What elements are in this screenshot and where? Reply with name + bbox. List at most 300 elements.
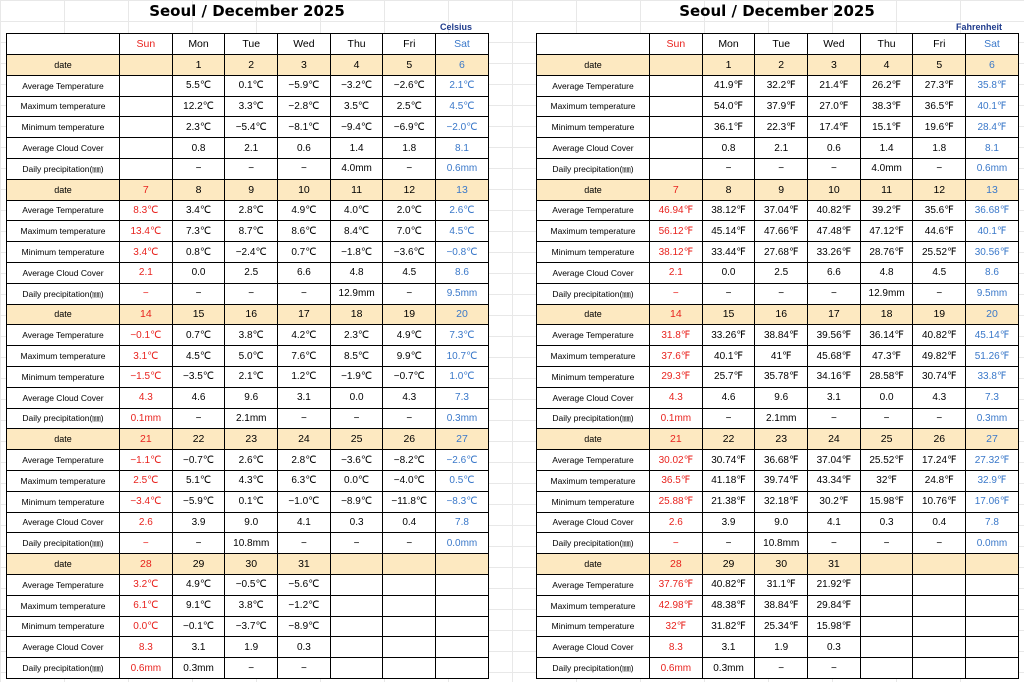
value-cell: 47.66℉: [755, 221, 808, 242]
table-row: [7, 533, 489, 554]
value-cell: 8.3: [650, 637, 703, 658]
value-cell: −: [702, 283, 755, 304]
value-cell: 39.2℉: [860, 200, 913, 221]
table-row: [537, 387, 1019, 408]
value-cell: −: [860, 408, 913, 429]
value-cell: 24.8℉: [913, 470, 966, 491]
date-row-label: date: [7, 304, 120, 325]
metric-label: Minimum temperature: [7, 616, 120, 637]
value-cell: 2.6: [120, 512, 173, 533]
value-cell: 37.9℉: [755, 96, 808, 117]
value-cell: 9.9℃: [383, 346, 436, 367]
value-cell: 37.76℉: [650, 574, 703, 595]
date-cell: 5: [913, 55, 966, 76]
value-cell: −2.0℃: [436, 117, 489, 138]
value-cell: −: [330, 408, 383, 429]
value-cell: 0.6: [808, 138, 861, 159]
value-cell: 31.82℉: [702, 616, 755, 637]
value-cell: 0.3mm: [172, 658, 225, 679]
unit-label: Celsius: [439, 22, 472, 32]
metric-label: Average Temperature: [537, 450, 650, 471]
value-cell: −5.4℃: [225, 117, 278, 138]
value-cell: 4.8: [860, 262, 913, 283]
value-cell: 3.1: [278, 387, 331, 408]
value-cell: −11.8℃: [383, 491, 436, 512]
value-cell: [650, 158, 703, 179]
value-cell: 27.68℉: [755, 242, 808, 263]
date-row-label: date: [537, 55, 650, 76]
table-row: [7, 325, 489, 346]
value-cell: −: [120, 533, 173, 554]
value-cell: [120, 96, 173, 117]
value-cell: 0.3: [808, 637, 861, 658]
value-cell: 25.34℉: [755, 616, 808, 637]
value-cell: 8.3: [120, 637, 173, 658]
table-row: [537, 325, 1019, 346]
date-cell: 1: [702, 55, 755, 76]
date-cell: 15: [702, 304, 755, 325]
metric-label: Average Cloud Cover: [537, 138, 650, 159]
metric-label: Daily precipitation(㎜): [537, 533, 650, 554]
value-cell: 7.3: [966, 387, 1019, 408]
value-cell: 37.04℉: [755, 200, 808, 221]
value-cell: [860, 574, 913, 595]
value-cell: −: [913, 158, 966, 179]
value-cell: 8.1: [436, 138, 489, 159]
value-cell: 36.1℉: [702, 117, 755, 138]
value-cell: [913, 637, 966, 658]
date-cell: 21: [650, 429, 703, 450]
date-row: [537, 429, 1019, 450]
value-cell: [330, 616, 383, 637]
value-cell: 6.6: [808, 262, 861, 283]
metric-label: Average Temperature: [7, 75, 120, 96]
value-cell: −: [172, 158, 225, 179]
value-cell: 8.7℃: [225, 221, 278, 242]
date-cell: [860, 554, 913, 575]
metric-label: Average Cloud Cover: [7, 262, 120, 283]
value-cell: −: [383, 408, 436, 429]
table-row: [537, 408, 1019, 429]
metric-label: Maximum temperature: [7, 346, 120, 367]
table-row: [537, 221, 1019, 242]
date-cell: 17: [278, 304, 331, 325]
value-cell: −: [278, 283, 331, 304]
metric-label: Minimum temperature: [537, 616, 650, 637]
value-cell: −: [808, 158, 861, 179]
value-cell: 0.0℃: [120, 616, 173, 637]
table-row: [7, 408, 489, 429]
metric-label: Daily precipitation(㎜): [537, 283, 650, 304]
metric-label: Average Cloud Cover: [537, 387, 650, 408]
value-cell: 29.3℉: [650, 366, 703, 387]
value-cell: 13.4℃: [120, 221, 173, 242]
value-cell: 8.6: [966, 262, 1019, 283]
unit-label: Fahrenheit: [955, 22, 1002, 32]
value-cell: 33.26℉: [808, 242, 861, 263]
value-cell: 4.2℃: [278, 325, 331, 346]
value-cell: 2.5℃: [120, 470, 173, 491]
metric-label: Average Temperature: [7, 200, 120, 221]
table-row: [537, 637, 1019, 658]
table-row: [7, 283, 489, 304]
date-cell: [383, 554, 436, 575]
weekday-header: Sat: [966, 34, 1019, 55]
value-cell: [860, 658, 913, 679]
date-cell: 14: [650, 304, 703, 325]
value-cell: 3.3℃: [225, 96, 278, 117]
value-cell: 34.16℉: [808, 366, 861, 387]
value-cell: 19.6℉: [913, 117, 966, 138]
date-cell: 27: [966, 429, 1019, 450]
table-row: [7, 637, 489, 658]
value-cell: 2.0℃: [383, 200, 436, 221]
value-cell: 27.3℉: [913, 75, 966, 96]
metric-label: Daily precipitation(㎜): [537, 408, 650, 429]
fahrenheit-panel: [536, 0, 1018, 679]
date-cell: 30: [225, 554, 278, 575]
value-cell: [436, 595, 489, 616]
celsius-panel: [6, 0, 488, 679]
value-cell: 7.8: [966, 512, 1019, 533]
date-cell: [330, 554, 383, 575]
value-cell: 25.88℉: [650, 491, 703, 512]
value-cell: −0.7℃: [172, 450, 225, 471]
table-row: [537, 75, 1019, 96]
table-body: [537, 55, 1019, 679]
value-cell: [120, 158, 173, 179]
metric-label: Maximum temperature: [7, 470, 120, 491]
date-row: [537, 304, 1019, 325]
date-cell: [120, 55, 173, 76]
date-cell: 16: [755, 304, 808, 325]
date-cell: 28: [650, 554, 703, 575]
value-cell: 8.5℃: [330, 346, 383, 367]
panel-title: Seoul / December 2025: [679, 2, 875, 20]
metric-label: Minimum temperature: [7, 366, 120, 387]
value-cell: 3.9: [702, 512, 755, 533]
value-cell: [330, 574, 383, 595]
value-cell: [913, 616, 966, 637]
weekday-header: Sun: [650, 34, 703, 55]
value-cell: 3.8℃: [225, 325, 278, 346]
date-cell: 20: [966, 304, 1019, 325]
value-cell: −9.4℃: [330, 117, 383, 138]
value-cell: 10.8mm: [755, 533, 808, 554]
weekday-header: Fri: [913, 34, 966, 55]
date-row-label: date: [7, 554, 120, 575]
value-cell: 12.9mm: [860, 283, 913, 304]
value-cell: 36.68℉: [755, 450, 808, 471]
value-cell: 0.3: [330, 512, 383, 533]
value-cell: −1.5℃: [120, 366, 173, 387]
metric-label: Maximum temperature: [7, 221, 120, 242]
value-cell: 45.14℉: [702, 221, 755, 242]
value-cell: −: [383, 158, 436, 179]
value-cell: 37.04℉: [808, 450, 861, 471]
table-row: [7, 242, 489, 263]
value-cell: −3.7℃: [225, 616, 278, 637]
value-cell: 7.0℃: [383, 221, 436, 242]
value-cell: [383, 574, 436, 595]
value-cell: 32.9℉: [966, 470, 1019, 491]
metric-label: Average Cloud Cover: [537, 512, 650, 533]
date-cell: 18: [860, 304, 913, 325]
value-cell: 4.1: [278, 512, 331, 533]
value-cell: −5.9℃: [172, 491, 225, 512]
value-cell: 0.7℃: [278, 242, 331, 263]
metric-label: Average Temperature: [537, 200, 650, 221]
table-row: [7, 262, 489, 283]
value-cell: 3.4℃: [172, 200, 225, 221]
value-cell: −: [172, 533, 225, 554]
value-cell: −2.4℃: [225, 242, 278, 263]
value-cell: 0.6mm: [966, 158, 1019, 179]
value-cell: 9.6: [225, 387, 278, 408]
weekday-header: Wed: [278, 34, 331, 55]
value-cell: 2.5: [755, 262, 808, 283]
value-cell: 38.84℉: [755, 325, 808, 346]
value-cell: 22.3℉: [755, 117, 808, 138]
date-cell: 12: [913, 179, 966, 200]
date-cell: 2: [755, 55, 808, 76]
value-cell: 15.1℉: [860, 117, 913, 138]
table-body: [7, 55, 489, 679]
date-cell: 8: [702, 179, 755, 200]
value-cell: −: [755, 283, 808, 304]
table-row: [7, 346, 489, 367]
value-cell: −: [650, 283, 703, 304]
value-cell: 2.1mm: [225, 408, 278, 429]
value-cell: 36.5℉: [913, 96, 966, 117]
value-cell: [436, 574, 489, 595]
value-cell: 46.94℉: [650, 200, 703, 221]
value-cell: 10.8mm: [225, 533, 278, 554]
table-row: [7, 512, 489, 533]
value-cell: [436, 658, 489, 679]
date-row-label: date: [537, 554, 650, 575]
table-row: [537, 283, 1019, 304]
date-cell: 25: [860, 429, 913, 450]
date-row-label: date: [537, 429, 650, 450]
value-cell: 31.8℉: [650, 325, 703, 346]
value-cell: 28.76℉: [860, 242, 913, 263]
value-cell: 12.9mm: [330, 283, 383, 304]
value-cell: 40.82℉: [808, 200, 861, 221]
date-cell: 6: [436, 55, 489, 76]
date-cell: 17: [808, 304, 861, 325]
date-cell: 29: [702, 554, 755, 575]
value-cell: 4.3: [383, 387, 436, 408]
value-cell: −: [702, 408, 755, 429]
value-cell: −: [755, 158, 808, 179]
metric-label: Maximum temperature: [537, 470, 650, 491]
table-row: [537, 616, 1019, 637]
value-cell: 39.74℉: [755, 470, 808, 491]
value-cell: −: [913, 283, 966, 304]
weekday-header: Wed: [808, 34, 861, 55]
table-row: [7, 387, 489, 408]
value-cell: 2.5: [225, 262, 278, 283]
value-cell: 27.32℉: [966, 450, 1019, 471]
metric-label: Average Temperature: [537, 574, 650, 595]
panel-title: Seoul / December 2025: [149, 2, 345, 20]
value-cell: 45.14℉: [966, 325, 1019, 346]
metric-label: Daily precipitation(㎜): [7, 408, 120, 429]
value-cell: 9.0: [755, 512, 808, 533]
value-cell: 2.1: [225, 138, 278, 159]
value-cell: 4.3: [650, 387, 703, 408]
table-row: [7, 221, 489, 242]
value-cell: −: [278, 658, 331, 679]
date-row: [7, 429, 489, 450]
metric-label: Daily precipitation(㎜): [7, 283, 120, 304]
date-cell: 27: [436, 429, 489, 450]
weekday-header: Mon: [172, 34, 225, 55]
value-cell: [330, 658, 383, 679]
date-cell: 25: [330, 429, 383, 450]
date-cell: 7: [650, 179, 703, 200]
date-cell: 18: [330, 304, 383, 325]
value-cell: 3.1: [702, 637, 755, 658]
metric-label: Daily precipitation(㎜): [7, 533, 120, 554]
metric-label: Average Temperature: [537, 325, 650, 346]
value-cell: −1.8℃: [330, 242, 383, 263]
value-cell: 9.5mm: [966, 283, 1019, 304]
table-row: [537, 158, 1019, 179]
value-cell: [120, 117, 173, 138]
value-cell: 17.4℉: [808, 117, 861, 138]
date-cell: 6: [966, 55, 1019, 76]
value-cell: [966, 637, 1019, 658]
date-row: [537, 55, 1019, 76]
value-cell: 1.8: [383, 138, 436, 159]
date-cell: 19: [383, 304, 436, 325]
value-cell: 5.5℃: [172, 75, 225, 96]
value-cell: 8.1: [966, 138, 1019, 159]
value-cell: −1.1℃: [120, 450, 173, 471]
value-cell: 4.3: [913, 387, 966, 408]
value-cell: 30.02℉: [650, 450, 703, 471]
value-cell: 4.9℃: [278, 200, 331, 221]
date-cell: 1: [172, 55, 225, 76]
date-cell: 26: [913, 429, 966, 450]
value-cell: 4.6: [702, 387, 755, 408]
date-cell: 26: [383, 429, 436, 450]
value-cell: 25.52℉: [860, 450, 913, 471]
value-cell: 3.1: [808, 387, 861, 408]
value-cell: 33.8℉: [966, 366, 1019, 387]
value-cell: 35.6℉: [913, 200, 966, 221]
date-cell: 23: [755, 429, 808, 450]
date-cell: 3: [808, 55, 861, 76]
value-cell: 5.0℃: [225, 346, 278, 367]
value-cell: −: [278, 158, 331, 179]
value-cell: 2.8℃: [225, 200, 278, 221]
value-cell: −0.1℃: [120, 325, 173, 346]
date-row-label: date: [7, 429, 120, 450]
value-cell: 35.78℉: [755, 366, 808, 387]
metric-label: Daily precipitation(㎜): [7, 158, 120, 179]
metric-label: Average Temperature: [7, 450, 120, 471]
value-cell: −: [808, 533, 861, 554]
value-cell: [383, 595, 436, 616]
value-cell: 1.2℃: [278, 366, 331, 387]
date-cell: [650, 55, 703, 76]
date-cell: [913, 554, 966, 575]
value-cell: 7.3℃: [436, 325, 489, 346]
value-cell: 38.12℉: [702, 200, 755, 221]
value-cell: 40.1℉: [966, 96, 1019, 117]
value-cell: [860, 637, 913, 658]
table-row: [7, 200, 489, 221]
value-cell: 0.1mm: [120, 408, 173, 429]
date-row-label: date: [7, 179, 120, 200]
date-cell: 16: [225, 304, 278, 325]
value-cell: 28.4℉: [966, 117, 1019, 138]
value-cell: 41.18℉: [702, 470, 755, 491]
value-cell: [913, 595, 966, 616]
value-cell: 9.5mm: [436, 283, 489, 304]
value-cell: −1.0℃: [278, 491, 331, 512]
metric-label: Maximum temperature: [537, 595, 650, 616]
date-cell: 7: [120, 179, 173, 200]
value-cell: 29.84℉: [808, 595, 861, 616]
value-cell: 0.6: [278, 138, 331, 159]
value-cell: −1.9℃: [330, 366, 383, 387]
value-cell: 0.6mm: [436, 158, 489, 179]
unit-label-row: [536, 22, 1018, 33]
value-cell: 37.6℉: [650, 346, 703, 367]
value-cell: 4.9℃: [383, 325, 436, 346]
value-cell: −6.9℃: [383, 117, 436, 138]
table-row: [537, 366, 1019, 387]
value-cell: 31.1℉: [755, 574, 808, 595]
value-cell: [650, 138, 703, 159]
value-cell: −1.2℃: [278, 595, 331, 616]
metric-label: Minimum temperature: [537, 117, 650, 138]
date-cell: 4: [860, 55, 913, 76]
date-row-label: date: [537, 179, 650, 200]
unit-label-row: [6, 22, 488, 33]
metric-label: Maximum temperature: [537, 96, 650, 117]
table-row: [7, 75, 489, 96]
value-cell: −: [755, 658, 808, 679]
table-row: [537, 346, 1019, 367]
value-cell: −: [808, 408, 861, 429]
value-cell: 43.34℉: [808, 470, 861, 491]
date-row: [537, 179, 1019, 200]
value-cell: −8.1℃: [278, 117, 331, 138]
metric-label: Maximum temperature: [7, 595, 120, 616]
value-cell: 2.6℃: [436, 200, 489, 221]
value-cell: −: [702, 533, 755, 554]
value-cell: −: [913, 533, 966, 554]
value-cell: [120, 138, 173, 159]
value-cell: [383, 616, 436, 637]
table-row: [7, 574, 489, 595]
value-cell: [966, 595, 1019, 616]
value-cell: 2.1mm: [755, 408, 808, 429]
value-cell: 30.74℉: [702, 450, 755, 471]
table-row: [537, 242, 1019, 263]
metric-label: Average Cloud Cover: [537, 262, 650, 283]
metric-label: Average Cloud Cover: [7, 512, 120, 533]
value-cell: 0.4: [913, 512, 966, 533]
value-cell: 4.3℃: [225, 470, 278, 491]
value-cell: 21.38℉: [702, 491, 755, 512]
date-cell: 11: [330, 179, 383, 200]
